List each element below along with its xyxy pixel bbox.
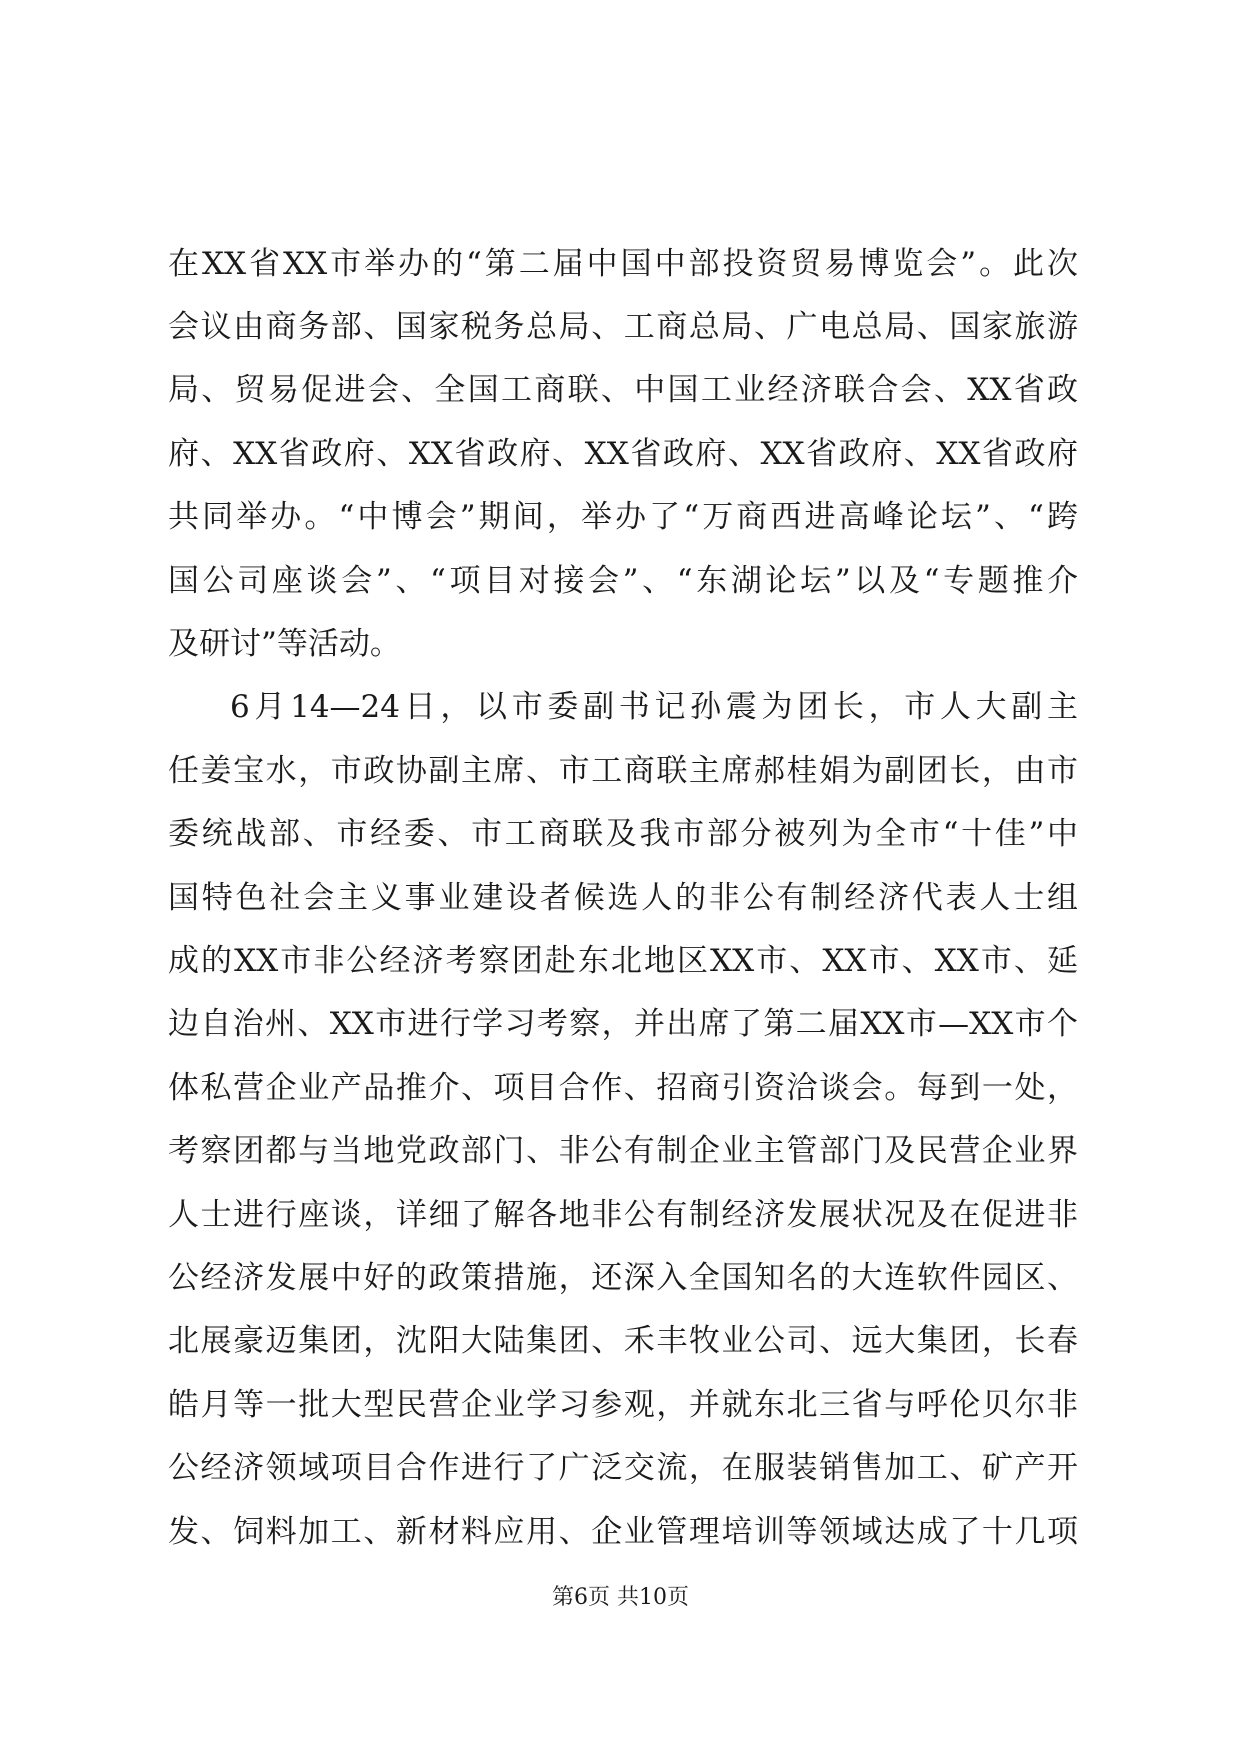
paragraph-2-line-10: 公经济发展中好的政策措施，还深入全国知名的大连软件园区、 [168,1260,1078,1296]
paragraph-2-line-11: 北展豪迈集团，沈阳大陆集团、禾丰牧业公司、远大集团，长春 [168,1323,1078,1359]
paragraph-2-line-9: 人士进行座谈，详细了解各地非公有制经济发展状况及在促进非 [168,1197,1078,1233]
paragraph-2-line-7: 体私营企业产品推介、项目合作、招商引资洽谈会。每到一处， [168,1070,1078,1106]
paragraph-1-line-2: 会议由商务部、国家税务总局、工商总局、广电总局、国家旅游 [168,309,1078,345]
paragraph-2-line-4: 国特色社会主义事业建设者候选人的非公有制经济代表人士组 [168,880,1078,916]
paragraph-1-line-6: 国公司座谈会”、“项目对接会”、“东湖论坛”以及“专题推介 [168,563,1078,599]
paragraph-1-line-7: 及研讨”等活动。 [168,626,401,662]
paragraph-2-line-5: 成的XX市非公经济考察团赴东北地区XX市、XX市、XX市、延 [168,943,1078,979]
paragraph-2-line-13: 公经济领域项目合作进行了广泛交流，在服装销售加工、矿产开 [168,1450,1078,1486]
paragraph-2-line-12: 皓月等一批大型民营企业学习参观，并就东北三省与呼伦贝尔非 [168,1387,1078,1423]
paragraph-2-line-14: 发、饲料加工、新材料应用、企业管理培训等领域达成了十几项 [168,1514,1078,1550]
paragraph-2-line-3: 委统战部、市经委、市工商联及我市部分被列为全市“十佳”中 [168,816,1078,852]
paragraph-1-line-4: 府、XX省政府、XX省政府、XX省政府、XX省政府、XX省政府 [168,436,1078,472]
paragraph-1-line-1: 在XX省XX市举办的“第二届中国中部投资贸易博览会”。此次 [168,246,1078,282]
paragraph-1-line-3: 局、贸易促进会、全国工商联、中国工业经济联合会、XX省政 [168,372,1078,408]
page-number-footer: 第6页 共10页 [552,1585,689,1610]
paragraph-1-line-5: 共同举办。“中博会”期间，举办了“万商西进高峰论坛”、“跨 [168,499,1078,535]
paragraph-2-line-8: 考察团都与当地党政部门、非公有制企业主管部门及民营企业界 [168,1133,1078,1169]
paragraph-2-line-1: 6月14—24日，以市委副书记孙震为团长，市人大副主 [230,689,1078,725]
paragraph-2-line-6: 边自治州、XX市进行学习考察，并出席了第二届XX市—XX市个 [168,1006,1078,1042]
paragraph-2-line-2: 任姜宝水，市政协副主席、市工商联主席郝桂娟为副团长，由市 [168,753,1078,789]
